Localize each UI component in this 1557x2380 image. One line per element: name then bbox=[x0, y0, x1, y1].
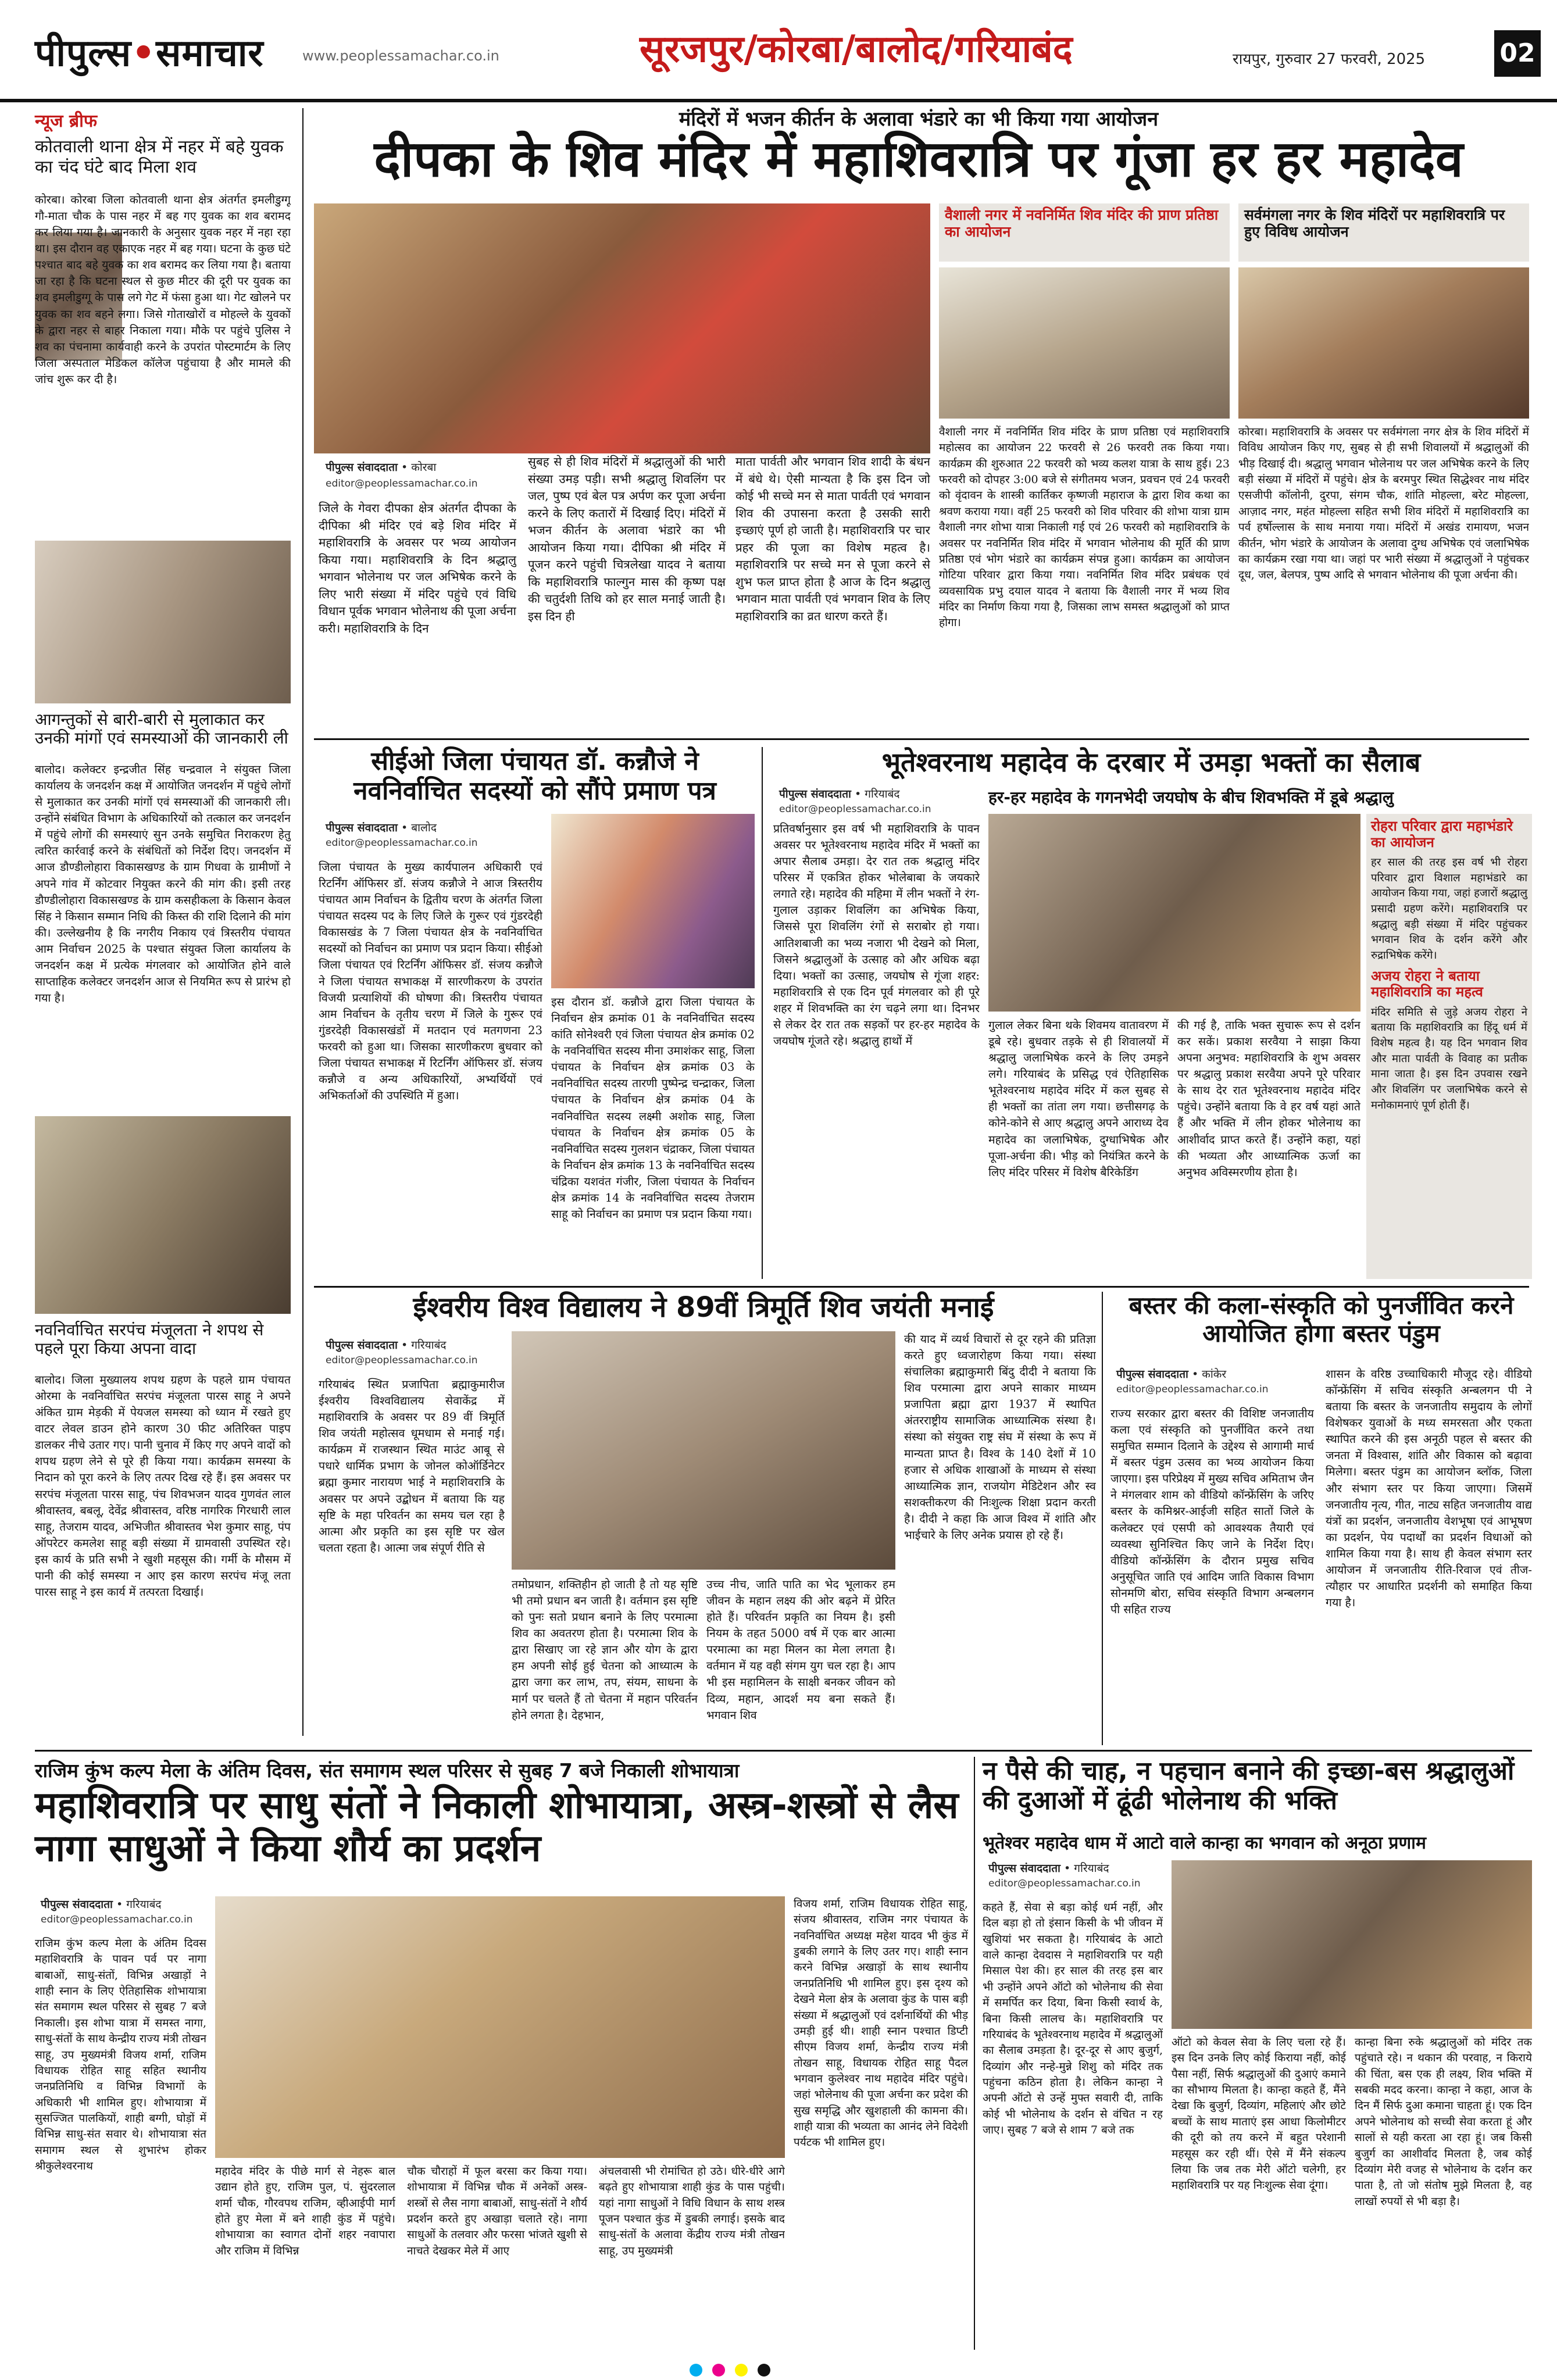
kumbh-col3: चौक चौराहों में फूल बरसा कर किया गया। शोभायात्रा में विभिन्न चौक में अनेकों अस्त्र-शस्त्रों से लैस नागा बाबाओं, साधु-संतों ने शौर्य प्रदर्शन करते हुए अखाड़ा चलाते रहे। नागा साधुओं के तलवार और फरसा भांजते खुशी से नाचते देखकर मेले में आए bbox=[407, 2165, 587, 2257]
aata-col1: कहते हैं, सेवा से बड़ा कोई धर्म नहीं, और दिल बड़ा हो तो इंसान किसी के भी जीवन में खुशियां भर सकता है। गरियाबंद के आटो वाले कान्हा देवदास ने महाशिवरात्रि पर यही मिसाल पेश की। हर साल की तरह इस बार भी उन्होंने अपने ऑटो को भोलेनाथ की सेवा में समर्पित कर दिया, बिना किसी स्वार्थ के, बिना किसी लालच के। महाशिवरात्रि पर गरियाबंद के भूतेश्वरनाथ महादेव में श्रद्धालुओं का सैलाब उमड़ता है। दूर-दूर से आए बुजुर्ग, दिव्यांग और नन्हे-मुन्ने शिशु को मंदिर तक पहुंचना कठिन होता है। लेकिन कान्हा ने अपनी ऑटो से उन्हें मुफ्त सवारी दी, ताकि कोई भी भोलेनाथ के दर्शन से वंचित न रह जाए। सुबह 7 बजे से शाम 7 बजे तक bbox=[983, 1901, 1163, 2137]
kumbh-photo bbox=[215, 1896, 785, 2158]
bhuteshwar-col3: की गई है, ताकि भक्त सुचारू रूप से दर्शन कर सकें। प्रकाश सरवैया ने साझा किया अपना अनुभव: महाशिवरात्रि के शुभ अवसर पर श्रद्धालु प्रकाश सरवैया अपने पूरे परिवार के साथ देर रात भूतेश्वरनाथ महादेव मंदिर पहुंचे। उन्होंने बताया कि वे हर वर्ष यहां आते हैं और भक्ति में लीन होकर भोलेनाथ का आशीर्वाद प्राप्त करते हैं। उन्होंने कहा, यहां की भव्यता और आध्यात्मिक ऊर्जा का अनुभव अविस्मरणीय होता है। bbox=[1177, 1019, 1360, 1179]
aata-col2: ऑटो को केवल सेवा के लिए चला रहे हैं। इस दिन उनके लिए कोई किराया नहीं, कोई पैसा नहीं, सिर्फ श्रद्धालुओं की दुआएं कमाने का सौभाग्य मिलता है। कान्हा कहते हैं, मैंने देखा कि बुजुर्ग, दिव्यांग, महिलाएं और छोटे बच्चों के साथ माताएं इस आधा किलोमीटर की दूरी को तय करने में बहुत परेशानी महसूस कर रही थीं। ऐसे में मैंने संकल्प लिया कि जब तक मेरी ऑटो चलेगी, हर महाशिवरात्रि पर यह निःशुल्क सेवा दूंगा। bbox=[1172, 2036, 1346, 2192]
aata-email: editor@peoplessamachar.co.in bbox=[988, 1878, 1141, 1889]
ishwariya-col3: उच्च नीच, जाति पाति का भेद भूलाकर हम जीवन के महान लक्ष्य की ओर बढ़ने में प्रेरित होते हैं। परिवर्तन प्रकृति का नियम है। इसी नियम के तहत 5000 वर्ष में एक बार आत्मा परमात्मा का महा मिलन का मेला लगता है। वर्तमान में यह वही संगम युग चल रहा है। आप भी इस महामिलन के साक्षी बनकर जीवन को दिव्य, महान, आदर्श मय बना सकते हैं। भगवान शिव bbox=[706, 1578, 895, 1722]
dateline: रायपुर, गुरुवार 27 फरवरी, 2025 bbox=[1233, 51, 1426, 68]
ishwariya-col2: तमोप्रधान, शक्तिहीन हो जाती है तो यह सृष्टि भी तमो प्रधान बन जाती है। वर्तमान इस सृष्टि को पुनः सतो प्रधान बनाने के लिए परमात्मा शिव का अवतरण होता है। परमात्मा शिव के द्वारा सिखाए जा रहे ज्ञान और योग के द्वारा हम अपनी सोई हुई चेतना को आध्यात्म के द्वारा जगा कर लाभ, तप, संयम, साधना के मार्ग पर चलते हैं तो चेतना में महान परिवर्तन होने लगता है। देहभान, bbox=[512, 1578, 698, 1722]
brief3-body: बालोद। जिला मुख्यालय शपथ ग्रहण के पहले ग्राम पंचायत ओरमा के नवनिर्वाचित सरपंच मंजूलता पारस साहू ने अपने अंकित ग्राम मेड़की में पेयजल समस्या को ध्यान में रखते हुए वाटर लेवल डाउन होने कारण 30 फीट अतिरिक्त पाइप डालकर नीचे उतार गए। पानी चुनाव में किए गए अपने वादों को शपथ ग्रहण लेने से पूरे ही किया गया। कार्यक्रम समस्या के निदान को पूरा करने के लिए तत्पर दिख रहे हैं। इस अवसर पर सरपंच मंजूलता पारस साहू, पंच शिवभजन यादव गुणवंत लाल श्रीवास्तव, बबलू, देवेंद्र श्रीवास्तव, वरिष्ठ नागरिक गिरधारी लाल साहू, तेजराम यादव, अभिजीत श्रीवास्तव भेश कुमार साहू, पंप ऑपरेटर कमलेश साहू बड़ी संख्या में ग्रामवासी उपस्थित रहे। इस कार्य के प्रति सभी ने खुशी महसूस की। गर्मी के मौसम में पानी की कोई समस्या न आए इस कारण सरपंच मंजू लता पारस साहू ने इस कार्य में तत्परता दिखाई। bbox=[35, 1373, 291, 1599]
bhuteshwar-kicker: हर-हर महादेव के गगनभेदी जयघोष के बीच शिवभक्ति में डूबे श्रद्धालु bbox=[988, 788, 1394, 807]
brief1-body: कोरबा। कोरबा जिला कोतवाली थाना क्षेत्र अंतर्गत इमलीडुग्गू गौ-माता चौक के पास नहर में बह गए युवक का शव बरामद कर लिया गया है। जानकारी के अनुसार युवक नहर में नहा रहा था। इस दौरान वह एकाएक नहर में बह गया। घटना के कुछ घंटे पश्चात बाद बहे युवक का शव बरामद कर लिया गया है। बताया जा रहा है कि घटना स्थल से कुछ मीटर की दूरी पर युवक का शव इमलीडुग्गू के पास लगे गेट में फंसा हुआ था। गेट खोलने पर युवक का शव बहने लगा। जिसे गोताखोरों व मोहल्ले के युवकों के द्वारा नहर से बाहर निकाला गया। मौके पर पहुंचे पुलिस ने शव का पंचनामा कार्यवाही करने के उपरांत पोस्टमार्टम के लिए जिला अस्पताल मेडिकल कॉलेज पहुंचाया है और मामले की जांच शुरू कर दी है। bbox=[35, 193, 291, 386]
kumbh-col2: महादेव मंदिर के पीछे मार्ग से नेहरू बाल उद्यान होते हुए, राजिम पुल, पं. सुंदरलाल शर्मा चौक, गौरवपथ राजिम, व्हीआईपी मार्ग होते हुए मेला में बने शाही कुंड में पहुंचे। शोभायात्रा का स्वागत दोनों शहर नवापारा और राजिम में विभिन्न bbox=[215, 2165, 395, 2257]
ishwariya-photo bbox=[512, 1331, 895, 1570]
yellow-mark-icon bbox=[735, 2364, 748, 2377]
ishwariya-email: editor@peoplessamachar.co.in bbox=[326, 1355, 478, 1366]
divider-ishwariya bbox=[1102, 1292, 1103, 1745]
ishwariya-headline: ईश्वरीय विश्व विद्यालय ने 89वीं त्रिमूर्ति शिव जयंती मनाई bbox=[413, 1291, 994, 1324]
kumbh-kicker: राजिम कुंभ कल्प मेला के अंतिम दिवस, संत समागम स्थल परिसर से सुबह 7 बजे निकाली शोभायात्रा bbox=[35, 1759, 740, 1782]
divider-kumbh bbox=[974, 1757, 975, 2350]
brief2-headline: आगन्तुकों से बारी-बारी से मुलाकात कर उनकी मांगों एवं समस्याओं की जानकारी ली bbox=[35, 710, 288, 748]
vaishali-body: वैशाली नगर में नवनिर्मित शिव मंदिर के प्राण प्रतिष्ठा एवं महाशिवरात्रि महोत्सव का आयोजन 22 फरवरी से 26 फरवरी तक किया गया। कार्यक्रम की शुरुआत 22 फरवरी को भव्य कलश यात्रा के साथ हुई। 23 फरवरी को दोपहर 3:00 बजे से संगीतमय भजन, प्रवचन एवं 24 फरवरी को वृंदावन के शास्त्री कार्तिकर कृष्णजी महाराज के द्वारा शिव कथा का श्रवण कराया गया। वहीं 25 फरवरी को शिव परिवार की शोभा यात्रा ग्राम वैशाली नगर शोभा यात्रा निकाली गई एवं 26 फरवरी को महाशिवरात्रि के अवसर पर नवनिर्मित शिव मंदिर में भगवान भोलेनाथ की मूर्ति की प्राण प्रतिष्ठा एवं भोग भंडारे का कार्यक्रम संपन्न हुआ। कार्यक्रम का आयोजन गोटिया परिवार द्वारा किया गया। नवनिर्मित शिव मंदिर प्रबंधक एवं व्यवसायिक प्रभु दयाल यादव ने बताया कि वैशाली नगर में भव्य शिव मंदिर का निर्माण किया गया है, जिसका लाभ समस्त श्रद्धालुओं को प्राप्त होगा। bbox=[939, 426, 1230, 630]
bastar-headline: बस्तर की कला-संस्कृति को पुनर्जीवित करने आयोजित होगा बस्तर पंडुम bbox=[1129, 1291, 1514, 1348]
bhuteshwar-side-head2: अजय रोहरा ने बताया महाशिवरात्रि का महत्व bbox=[1371, 967, 1483, 1000]
ceo-photo bbox=[551, 814, 755, 988]
main-email: editor@peoplessamachar.co.in bbox=[326, 478, 478, 489]
bhuteshwar-col2: गुलाल लेकर बिना थके शिवमय वातावरण में डूबे रहे। बुधवार तड़के से ही शिवालयों में श्रद्धालु जलाभिषेक करने के लिए उमड़ने लगे। गरियाबंद के प्रसिद्ध एवं ऐतिहासिक भूतेश्वरनाथ महादेव मंदिर में कल सुबह से ही भक्तों का तांता लग गया। छत्तीसगढ़ के कोने-कोने से आए श्रद्धालु अपने आराध्य देव महादेव का जलाभिषेक, दुग्धाभिषेक और पूजा-अर्चना की। भीड़ को नियंत्रित करने के लिए मंदिर परिसर में विशेष बैरिकेडिंग bbox=[988, 1019, 1169, 1179]
website-url: www.peoplessamachar.co.in bbox=[302, 48, 499, 64]
ceo-col1: जिला पंचायत के मुख्य कार्यपालन अधिकारी एवं रिटर्निंग ऑफिसर डॉ. संजय कन्नौजे ने आज त्रिस्तरीय पंचायत आम निर्वाचन के द्वितीय चरण के अंतर्गत जिला पंचायत सदस्य पद के लिए जिले के गुरूर एवं गुंडरदेही विकासखंड के 7 जिला पंचायत क्षेत्र के नवनिर्वाचित सदस्यों को निर्वाचन का प्रमाण पत्र प्रदान किया। सीईओ जिला पंचायत एवं रिटर्निंग ऑफिसर डॉ. संजय कन्नौजे ने जिला पंचायत सभाकक्ष में सारणीकरण के उपरांत विजयी प्रत्याशियों की घोषणा की। त्रिस्तरीय पंचायत आम निर्वाचन के तृतीय चरण में जिले के गुरूर एवं गुंडरदेही विकासखंडों में मतदान एवं मतगणना 23 फरवरी को हुआ था। जिसका सारणीकरण बुधवार को जिला पंचायत सभाकक्ष में रिटर्निंग ऑफिसर डॉ. संजय कन्नौजे व अन्य अधिकारियों, अभ्यर्थियों एवं अभिकर्ताओं की उपस्थिति में हुआ। bbox=[319, 860, 542, 1103]
ceo-email: editor@peoplessamachar.co.in bbox=[326, 837, 478, 849]
aata-photo bbox=[1172, 1860, 1532, 2029]
bhuteshwar-side-head1: रोहरा परिवार द्वारा महाभंडारे का आयोजन bbox=[1371, 818, 1513, 850]
aata-kicker: भूतेश्वर महादेव धाम में आटो वाले कान्हा का भगवान को अनूठा प्रणाम bbox=[983, 1833, 1426, 1853]
divider-main-bottom bbox=[314, 738, 1529, 740]
vaishali-photo bbox=[939, 267, 1230, 419]
main-byline: पीपुल्स संवाददाता • कोरबा bbox=[326, 461, 437, 474]
divider-mid bbox=[314, 1286, 1529, 1288]
magenta-mark-icon bbox=[712, 2364, 725, 2377]
bhuteshwar-side-body2: मंदिर समिति से जुड़े अजय रोहरा ने बताया कि महाशिवरात्रि का हिंदू धर्म में विशेष महत्व है। यह दिन भगवान शिव और माता पार्वती के विवाह का प्रतीक माना जाता है। इस दिन उपवास रखने और शिवलिंग पर जलाभिषेक करने से मनोकामनाएं पूर्ण होती हैं। bbox=[1371, 1006, 1527, 1112]
bastar-email: editor@peoplessamachar.co.in bbox=[1116, 1384, 1269, 1395]
cyan-mark-icon bbox=[690, 2364, 702, 2377]
brief1-headline: कोतवाली थाना क्षेत्र में नहर में बहे युवक का चंद घंटे बाद मिला शव bbox=[35, 137, 284, 177]
vaishali-headline-box bbox=[939, 203, 1230, 262]
sarvamangla-body: कोरबा। महाशिवरात्रि के अवसर पर सर्वमंगला नगर क्षेत्र के शिव मंदिरों में विविध आयोजन किए गए, सुबह से ही सभी शिवालयों में श्रद्धालुओं की भीड़ दिखाई दी। श्रद्धालु भगवान भोलेनाथ पर जल अभिषेक करने के लिए बड़ी संख्या में मंदिरों में पहुंचे। क्षेत्र के बरमपुर स्थित सिद्धेश्वर नाथ मंदिर एसजीपी कॉलोनी, दुरपा, संगम चौक, शांति मोहल्ला, बरेट मोहल्ला, आज़ाद नगर, महंत मोहल्ला सहित सभी शिव मंदिरों में महाशिवरात्रि का पर्व हर्षोल्लास के साथ मनाया गया। मंदिरों में अखंड रामायण, भजन कीर्तन, भोग भंडारे के आयोजन के अलावा दुग्ध अभिषेक एवं जलाभिषेक का कार्यक्रम रखा गया था। जहां पर भारी संख्या में श्रद्धालुओं ने पहुंचकर दूध, जल, बेलपत्र, पुष्प आदि से भगवान भोलेनाथ की पूजा अर्चना की। bbox=[1238, 426, 1529, 582]
sarvamangla-headline: सर्वमंगला नगर के शिव मंदिरों पर महाशिवरात्रि पर हुए विविध आयोजन bbox=[1244, 206, 1505, 240]
vaishali-headline: वैशाली नगर में नवनिर्मित शिव मंदिर की प्राण प्रतिष्ठा का आयोजन bbox=[945, 206, 1219, 240]
sarvamangla-headline-box bbox=[1238, 203, 1529, 262]
kumbh-email: editor@peoplessamachar.co.in bbox=[41, 1914, 193, 1925]
brand-dot: • bbox=[131, 32, 156, 75]
bhuteshwar-photo bbox=[988, 814, 1360, 1012]
masthead bbox=[0, 0, 1557, 102]
kumbh-byline: पीपुल्स संवाददाता • गरियाबंद bbox=[41, 1898, 162, 1911]
bhuteshwar-headline: भूतेश्वरनाथ महादेव के दरबार में उमड़ा भक्तों का सैलाब bbox=[881, 746, 1421, 778]
kumbh-col1: राजिम कुंभ कल्प मेला के अंतिम दिवस महाशिवरात्रि के पावन पर्व पर नागा बाबाओं, साधु-संतों, विभिन्न अखाड़ों ने शाही स्नान के लिए ऐतिहासिक शोभायात्रा संत समागम स्थल परिसर से सुबह 7 बजे निकाली। इस शोभा यात्रा में समस्त नागा, साधु-संतों के साथ केन्द्रीय राज्य मंत्री तोखन साहू, उप मुख्यमंत्री विजय शर्मा, राजिम विधायक रोहित साहू सहित स्थानीय जनप्रतिनिधि व विभिन्न विभागों के अधिकारी भी शामिल हुए। शोभायात्रा में सुसज्जित पालकियों, शाही बग्गी, घोड़ों में विभिन्न साधु-संत सवार थे। शोभायात्रा संत समागम स्थल से शुभारंभ होकर श्रीकुलेश्वरनाथ bbox=[35, 1937, 206, 2173]
main-col2: सुबह से ही शिव मंदिरों में श्रद्धालुओं की भारी संख्या उमड़ पड़ी। सभी श्रद्धालु शिवलिंग पर जल, पुष्प एवं बेल पत्र अर्पण कर पूजा अर्चना करने के लिए कतारों में दिखाई दिए। मंदिरों में भजन कीर्तन के अलावा भंडारे का भी आयोजन किया गया। दीपिका श्री मंदिर में पूजन करने पहुंची चित्रलेखा यादव ने बताया कि महाशिवरात्रि फाल्गुन मास की कृष्ण पक्ष की चतुर्दशी तिथि को हर साल मनाई जाती है। इस दिन ही bbox=[528, 455, 726, 623]
page-number: 02 bbox=[1494, 30, 1541, 77]
ceo-headline: सीईओ जिला पंचायत डॉ. कन्नौजे ने नवनिर्वाचित सदस्यों को सौंपे प्रमाण पत्र bbox=[353, 746, 716, 806]
bastar-col1: राज्य सरकार द्वारा बस्तर की विशिष्ट जनजातीय कला एवं संस्कृति को पुनर्जीवित करने तथा समुचित सम्मान दिलाने के उद्देश्य से आगामी मार्च में बस्तर पंडुम उत्सव का भव्य आयोजन किया जाएगा। इस परिप्रेक्ष्य में मुख्य सचिव अमिताभ जैन ने मंगलवार शाम को वीडियो कॉन्फ्रेंसिंग के जरिए बस्तर के कमिश्नर-आईजी सहित सातों जिले के कलेक्टर एवं एसपी को आवश्यक तैयारी एवं व्यवस्था सुनिश्चित किए जाने के निर्देश दिए। वीडियो कॉन्फ्रेंसिंग के दौरान प्रमुख सचिव अनुसूचित जाति एवं आदिम जाति विकास विभाग सोनमणि बोरा, सचिव संस्कृति विभाग अन्बलगन पी सहित राज्य bbox=[1110, 1407, 1314, 1616]
divider-bottom bbox=[35, 1750, 1532, 1752]
ceo-col2: इस दौरान डॉ. कन्नौजे द्वारा जिला पंचायत के निर्वाचन क्षेत्र क्रमांक 01 के नवनिर्वाचित सदस्य कांति सोनेश्वरी एवं जिला पंचायत क्षेत्र क्रमांक 02 के नवनिर्वाचित सदस्य मीना उमाशंकर साहू, जिला पंचायत के निर्वाचन क्षेत्र क्रमांक 03 के नवनिर्वाचित सदस्य तारणी पुष्पेन्द्र चन्द्राकर, जिला पंचायत के निर्वाचन क्षेत्र क्रमांक 04 के नवनिर्वाचित सदस्य लक्ष्मी अशोक साहू, जिला पंचायत के निर्वाचन क्षेत्र क्रमांक 05 के नवनिर्वाचित सदस्य गुलशन चंद्राकर, जिला पंचायत के निर्वाचन क्षेत्र क्रमांक 13 के नवनिर्वाचित सदस्य चंद्रिका यशवंत गंजीर, जिला पंचायत के निर्वाचन क्षेत्र क्रमांक 14 के नवनिर्वाचित सदस्य तेजराम साहू को निर्वाचन का प्रमाण पत्र प्रदान किया गया। bbox=[551, 995, 755, 1221]
black-mark-icon bbox=[758, 2364, 770, 2377]
main-col1: जिले के गेवरा दीपका क्षेत्र अंतर्गत दीपका के दीपिका श्री मंदिर एवं बड़े शिव मंदिर में महाशिवरात्रि के अवसर पर भव्य आयोजन किया गया। महाशिवरात्रि के दिन श्रद्धालु भगवान भोलेनाथ पर जल अभिषेक करने के लिए भारी संख्या में मंदिर पहुंचे एवं विधि विधान पूर्वक भगवान भोलेनाथ की पूजा अर्चना करी। महाशिवरात्रि के दिन bbox=[319, 501, 516, 635]
main-kicker: मंदिरों में भजन कीर्तन के अलावा भंडारे का भी किया गया आयोजन bbox=[678, 108, 1159, 131]
brief3-photo bbox=[35, 1116, 291, 1314]
news-brief-label: न्यूज ब्रीफ bbox=[35, 111, 97, 131]
print-registration-marks bbox=[0, 2360, 1557, 2380]
brand-left: पीपुल्स bbox=[35, 32, 132, 75]
sarvamangla-photo bbox=[1238, 267, 1529, 419]
bhuteshwar-sidebar bbox=[1366, 814, 1532, 1279]
aata-headline: न पैसे की चाह, न पहचान बनाने की इच्छा-बस श्रद्धालुओं की दुआओं में ढूंढी भोलेनाथ की भक्ति bbox=[983, 1756, 1515, 1816]
bastar-byline: पीपुल्स संवाददाता • कांकेर bbox=[1116, 1368, 1227, 1381]
divider-ceo bbox=[762, 747, 763, 1279]
aata-byline: पीपुल्स संवाददाता • गरियाबंद bbox=[988, 1862, 1109, 1875]
brand-logo bbox=[35, 26, 264, 77]
aata-col3: कान्हा बिना रुके श्रद्धालुओं को मंदिर तक पहुंचाते रहे। न थकान की परवाह, न किराये की चिंता, बस एक ही लक्ष्य, शिव भक्ति में सबकी मदद करना। कान्हा ने कहा, आज के दिन मैं सिर्फ दुआ कमाना चाहता हूं। एक दिन अपने भोलेनाथ को सच्ची सेवा करता हूं और सालों से यही करता आ रहा हूं। जब किसी बुजुर्ग का आशीर्वाद मिलता है, जब कोई दिव्यांग मेरी वजह से भोलेनाथ के दर्शन कर पाता है, तो जो संतोष मुझे मिलता है, वह लाखों रुपयों से भी बड़ा है। bbox=[1355, 2036, 1532, 2208]
bhuteshwar-email: editor@peoplessamachar.co.in bbox=[779, 803, 931, 815]
brief2-photo bbox=[35, 541, 291, 703]
ishwariya-col1: गरियाबंद स्थित प्रजापिता ब्रह्माकुमारीज ईश्वरीय विश्वविद्यालय सेवाकेंद्र में महाशिवरात्रि के अवसर पर 89 वीं त्रिमूर्ति शिव जयंती महोत्सव धूमधाम से मनाई गई। कार्यक्रम में राजस्थान स्थित माउंट आबू से पधारे धार्मिक प्रभाग के जोनल कोऑर्डिनेटर ब्रह्मा कुमार नारायण भाई ने महाशिवरात्रि के अवसर पर अपने उद्बोधन में बताया कि यह सृष्टि के महा परिवर्तन का समय चल रहा है आत्मा और प्रकृति का इस सृष्टि पर खेल चलता रहता है। आत्मा जब संपूर्ण रीति से bbox=[319, 1378, 505, 1554]
edition-title: सूरजपुर/कोरबा/बालोद/गरियाबंद bbox=[640, 28, 1073, 71]
brief2-body: बालोद। कलेक्टर इन्द्रजीत सिंह चन्द्रवाल ने संयुक्त जिला कार्यालय के जनदर्शन कक्ष में आयोजित जनदर्शन में पहुंचे लोगों से मुलाकात कर उनकी मांगों एवं समस्याओं की जानकारी ली। उन्होंने संबंधित विभाग के अधिकारियों को तत्काल कर जनदर्शन में पहुंचे लोगों की समस्याएं सुन उनके समुचित निराकरण हेतु त्वरित कार्रवाई करने के संबंधितों को निर्देश दिए। जनदर्शन में आज डौण्डीलोहारा विकासखण्ड के ग्राम गिधवा के ग्रामीणों ने अपने गांव में कोटवार नियुक्त करने की मांग की। इसी तरह डौण्डीलोहारा विकासखण्ड के ग्राम कसहीकला के किसान केवल सिंह ने किसान सम्मान निधि की किस्त की राशि दिलाने की मांग की। उल्लेखनीय है कि नगरीय निकाय एवं त्रिस्तरीय पंचायत आम निर्वाचन 2025 के पश्चात संयुक्त जिला कार्यालय के जनदर्शन कक्ष में प्रत्येक मंगलवार को आयोजित होने वाले साप्ताहिक कलेक्टर जनदर्शन आज से नियमित रूप से प्रारंभ हो गया है। bbox=[35, 763, 291, 1005]
kumbh-col4: अंचलवासी भी रोमांचित हो उठे। धीरे-धीरे आगे बढ़ते हुए शोभायात्रा शाही कुंड के पास पहुंची। यहां नागा साधुओं ने विधि विधान के साथ शस्त्र पूजन पश्चात कुंड में डुबकी लगाई। इसके बाद साधु-संतों के अलावा केंद्रीय राज्य मंत्री तोखन साहू, उप मुख्यमंत्री bbox=[599, 2165, 785, 2257]
kumbh-headline: महाशिवरात्रि पर साधु संतों ने निकाली शोभायात्रा, अस्त्र-शस्त्रों से लैस नागा साधुओं ने किया शौर्य का प्रदर्शन bbox=[35, 1784, 959, 1870]
main-col3: माता पार्वती और भगवान शिव शादी के बंधन में बंधे थे। ऐसी मान्यता है कि इस दिन जो कोई भी सच्चे मन से माता पार्वती एवं भगवान शिव की उपासना करता है उसकी सारी इच्छाएं पूर्ण हो जाती है। महाशिवरात्रि पर चार प्रहर की पूजा का विशेष महत्व है। महाशिवरात्रि पर सच्चे मन से पूजा करने से शुभ फल प्राप्त होता है आज के दिन श्रद्धालु भगवान माता पार्वती एवं भगवान शिव के लिए महाशिवरात्रि का व्रत धारण करते हैं। bbox=[735, 455, 930, 623]
brief3-headline: नवनिर्वाचित सरपंच मंजूलता ने शपथ से पहले पूरा किया अपना वादा bbox=[35, 1320, 264, 1359]
bhuteshwar-col1: प्रतिवर्षानुसार इस वर्ष भी महाशिवरात्रि के पावन अवसर पर भूतेश्वरनाथ महादेव मंदिर में भक्तों का अपार सैलाब उमड़ा। देर रात तक श्रद्धालु मंदिर परिसर में एकत्रित होकर भोलेबाबा के जयकारे लगाते रहे। महादेव की महिमा में लीन भक्तों ने रंग-गुलाल उड़ाकर शिवलिंग का अभिषेक किया, जिससे पूरा शिवलिंग रंगों से सराबोर हो गया। आतिशबाजी का भव्य नजारा भी देखने को मिला, जिसने श्रद्धालुओं के उत्साह को और अधिक बढ़ा दिया। भक्तों का उत्साह, जयघोष से गूंजा शहर: महाशिवरात्रि से एक दिन पूर्व मंगलवार को ही पूरे शहर में शिवभक्ति का रंग चढ़ने लगा था। दिनभर से लेकर देर रात तक सड़कों पर हर-हर महादेव के जयघोष गूंजते रहे। श्रद्धालु हाथों में bbox=[773, 822, 980, 1048]
kumbh-col5: विजय शर्मा, राजिम विधायक रोहित साहू, संजय श्रीवास्तव, राजिम नगर पंचायत के नवनिर्वाचित अध्यक्ष महेश यादव भी कुंड में डुबकी लगाने के लिए उतर गए। शाही स्नान करने विभिन्न अखाड़ों के साथ स्थानीय जनप्रतिनिधि भी शामिल हुए। इस दृश्य को देखने मेला क्षेत्र के अलावा कुंड के पास बड़ी संख्या में श्रद्धालुओं एवं दर्शनार्थियों की भीड़ उमड़ी हुई थी। शाही स्नान पश्चात डिप्टी सीएम विजय शर्मा, केन्द्रीय राज्य मंत्री तोखन साहू, विधायक रोहित साहू पैदल भगवान कुलेश्वर नाथ महादेव मंदिर पहुंचे। जहां भोलेनाथ की पूजा अर्चना कर प्रदेश की सुख समृद्धि और खुशहाली की कामना की। शाही यात्रा की भव्यता का आनंद लेने विदेशी पर्यटक भी शामिल हुए। bbox=[794, 1897, 968, 2149]
main-photo bbox=[314, 203, 930, 453]
bhuteshwar-side-body1: हर साल की तरह इस वर्ष भी रोहरा परिवार द्वारा विशाल महाभंडारे का आयोजन किया गया, जहां हजारों श्रद्धालु प्रसादी ग्रहण करेंगे। महाशिवरात्रि पर श्रद्धालु बड़ी संख्या में मंदिर पहुंचकर भगवान शिव के दर्शन करेंगे और रुद्राभिषेक करेंगे। bbox=[1371, 856, 1527, 962]
ceo-byline: पीपुल्स संवाददाता • बालोद bbox=[326, 821, 437, 834]
ishwariya-byline: पीपुल्स संवाददाता • गरियाबंद bbox=[326, 1339, 447, 1352]
left-column-divider bbox=[302, 108, 303, 1736]
cmyk-marks bbox=[686, 2364, 774, 2379]
main-headline: दीपका के शिव मंदिर में महाशिवरात्रि पर गूंजा हर हर महादेव bbox=[374, 130, 1463, 188]
ishwariya-col4: की याद में व्यर्थ विचारों से दूर रहने की प्रतिज्ञा करते हुए ध्वजारोहण किया गया। संस्था संचालिका ब्रह्माकुमारी बिंदु दीदी ने बताया कि शिव परमात्मा द्वारा अपने साकार माध्यम प्रजापिता ब्रह्मा द्वारा 1937 में स्थापित अंतरराष्ट्रीय सामाजिक आध्यात्मिक संस्था है। संस्था को संयुक्त राष्ट्र संघ में संस्था के रूप में मान्यता प्राप्त है। विश्व के 140 देशों में 10 हजार से अधिक शाखाओं के माध्यम से संस्था आध्यात्मिक ज्ञान, राजयोग मेडिटेशन और स्व सशक्तीकरण की निःशुल्क शिक्षा प्रदान करती है। दीदी ने कहा कि आज विश्व में शांति और भाईचारे के लिए अनेक प्रयास हो रहे हैं। bbox=[904, 1332, 1096, 1542]
bastar-col2: शासन के वरिष्ठ उच्चाधिकारी मौजूद रहे। वीडियो कॉन्फ्रेंसिंग में सचिव संस्कृति अन्बलगन पी ने बताया कि बस्तर के जनजातीय समुदाय के लोगों विशेषकर युवाओं के मध्य समरसता और एकता स्थापित करने की इस अनूठी पहल से बस्तर की जनता में विश्वास, शांति और विकास को बढ़ावा मिलेगा। बस्तर पंडुम का आयोजन ब्लॉक, जिला और संभाग स्तर पर किया जाएगा। जिसमें जनजातीय नृत्य, गीत, नाट्य सहित जनजातीय वाद्य यंत्रों का प्रदर्शन, जनजातीय वेशभूषा एवं आभूषण का प्रदर्शन, पेय पदार्थों का प्रदर्शन विधाओं को शामिल किया गया है। साथ ही केवल संभाग स्तर आयोजन में जनजातीय रीति-रिवाज एवं तीज-त्यौहार पर आधारित प्रदर्शनी को समाहित किया गया है। bbox=[1326, 1367, 1532, 1610]
brand-right: समाचार bbox=[156, 32, 264, 75]
bhuteshwar-byline: पीपुल्स संवाददाता • गरियाबंद bbox=[779, 788, 900, 801]
